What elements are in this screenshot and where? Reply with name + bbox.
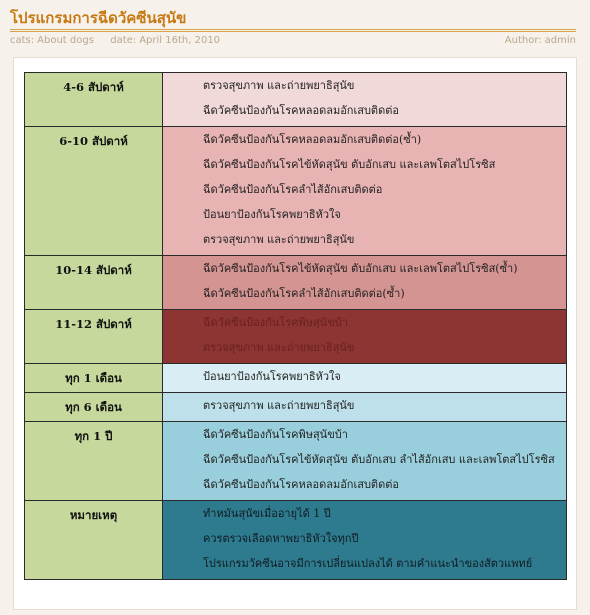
procedure-item: • ตรวจสุขภาพ และถ่ายพยาธิสุนัข	[203, 76, 566, 101]
procedure-list	[163, 310, 566, 363]
procedure-list	[163, 501, 566, 579]
schedule-row	[25, 364, 567, 393]
procedure-item: • ฉีดวัคซีนป้องกันโรคพิษสุนัขบ้า	[203, 425, 566, 450]
procedures-cell	[163, 501, 567, 580]
procedure-item: • ป้อนยาป้องกันโรคพยาธิหัวใจ	[203, 367, 566, 392]
title-divider-secondary	[10, 31, 576, 32]
post-meta	[10, 35, 576, 46]
age-cell: ทุก 1 เดือน	[25, 364, 163, 393]
post-date: April 16th, 2010	[139, 35, 221, 46]
vaccination-schedule-table	[24, 72, 567, 580]
schedule-row	[25, 256, 567, 310]
procedures-cell	[163, 393, 567, 422]
procedure-list	[163, 73, 566, 126]
procedure-item: • ฉีดวัคซีนป้องกันโรคไข้หัดสุนัข ตับอักเสบ และเลพโตสไปโรซิส(ซ้ำ)	[203, 259, 566, 284]
procedures-cell	[163, 73, 567, 127]
schedule-row	[25, 310, 567, 364]
procedure-list	[163, 256, 566, 309]
author-name: admin	[544, 35, 576, 46]
procedures-cell	[163, 310, 567, 364]
cats-label: cats:	[10, 35, 35, 46]
procedure-item: • ฉีดวัคซีนป้องกันโรคลำไส้อักเสบติดต่อ	[203, 180, 566, 205]
post-title[interactable]: โปรแกรมการฉีดวัคซีนสุนัข	[10, 9, 187, 27]
age-cell: 11-12 สัปดาห์	[25, 310, 163, 364]
procedure-item: • ทำหมันสุนัขเมื่ออายุได้ 1 ปี	[203, 504, 566, 529]
schedule-row	[25, 501, 567, 580]
age-cell: 10-14 สัปดาห์	[25, 256, 163, 310]
age-cell: ทุก 6 เดือน	[25, 393, 163, 422]
procedure-item: • ตรวจสุขภาพ และถ่ายพยาธิสุนัข	[203, 338, 566, 363]
schedule-row	[25, 393, 567, 422]
category-link[interactable]: About dogs	[37, 35, 94, 46]
procedure-item: • ฉีดวัคซีนป้องกันโรคหลอดลมอักเสบติดต่อ	[203, 475, 566, 500]
schedule-row	[25, 73, 567, 127]
procedure-item: • ฉีดวัคซีนป้องกันโรคหลอดลมอักเสบติดต่อ(ซ้ำ)	[203, 130, 566, 155]
procedure-list	[163, 127, 566, 255]
procedure-item: • โปรแกรมวัคซีนอาจมีการเปลี่ยนแปลงได้ ตามคำแนะนำของสัตวแพทย์	[203, 554, 566, 579]
procedure-list	[163, 422, 566, 500]
procedure-item: • ฉีดวัคซีนป้องกันโรคไข้หัดสุนัข ตับอักเสบ ลำไส้อักเสบ และเลพโตสไปโรซิส	[203, 450, 566, 475]
author-info	[505, 35, 576, 46]
procedure-list	[163, 364, 566, 392]
title-divider	[10, 29, 576, 30]
age-cell: ทุก 1 ปี	[25, 422, 163, 501]
procedure-item: • ป้อนยาป้องกันโรคพยาธิหัวใจ	[203, 205, 566, 230]
procedure-item: • ฉีดวัคซีนป้องกันโรคพิษสุนัขบ้า	[203, 313, 566, 338]
age-cell: 6-10 สัปดาห์	[25, 127, 163, 256]
procedures-cell	[163, 422, 567, 501]
procedure-item: • ฉีดวัคซีนป้องกันโรคไข้หัดสุนัข ตับอักเสบ และเลพโตสไปโรซิส	[203, 155, 566, 180]
age-cell: 4-6 สัปดาห์	[25, 73, 163, 127]
procedure-item: • ฉีดวัคซีนป้องกันโรคหลอดลมอักเสบติดต่อ	[203, 101, 566, 126]
procedure-item: • ฉีดวัคซีนป้องกันโรคลำไส้อักเสบติดต่อ(ซ้ำ)	[203, 284, 566, 309]
procedure-list	[163, 393, 566, 421]
procedures-cell	[163, 256, 567, 310]
schedule-row	[25, 422, 567, 501]
procedure-item: • ตรวจสุขภาพ และถ่ายพยาธิสุนัข	[203, 396, 566, 421]
procedures-cell	[163, 127, 567, 256]
author-label: Author:	[504, 35, 542, 46]
schedule-row	[25, 127, 567, 256]
date-label: date:	[110, 35, 137, 46]
procedure-item: • ควรตรวจเลือดหาพยาธิหัวใจทุกปี	[203, 529, 566, 554]
procedures-cell	[163, 364, 567, 393]
procedure-item: • ตรวจสุขภาพ และถ่ายพยาธิสุนัข	[203, 230, 566, 255]
age-cell: หมายเหตุ	[25, 501, 163, 580]
content-panel	[13, 57, 577, 610]
